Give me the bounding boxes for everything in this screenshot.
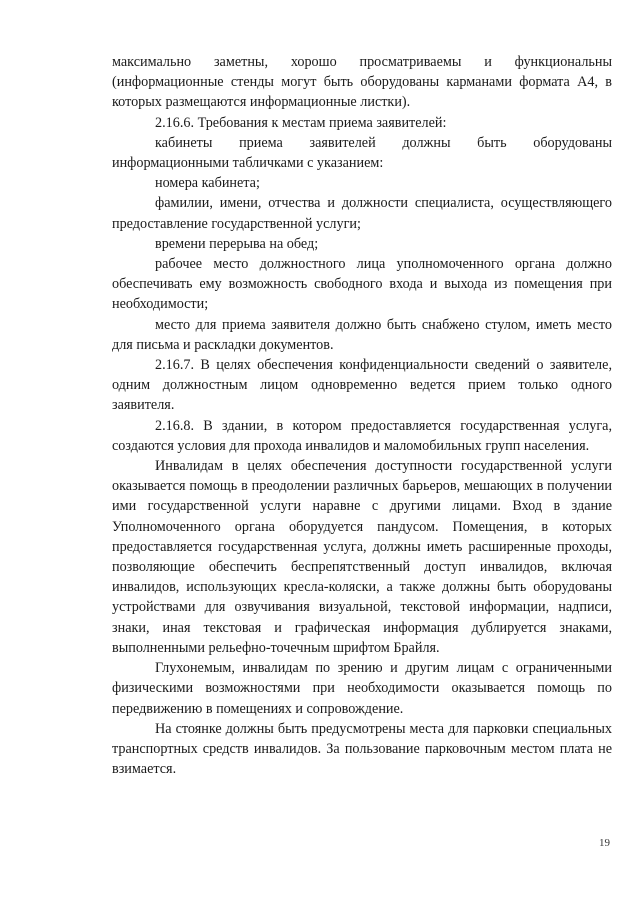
- paragraph-continuation: максимально заметны, хорошо просматриваемы и функциональны (информационные стенды могут быть оборудованы карманами формата А4, в которых размещаются информационные листки).: [112, 54, 612, 111]
- paragraph-disability-access: Инвалидам в целях обеспечения доступности государственной услуги оказывается помощь в преодолении различных барьеров, мешающих в получении ими государственной услуги наравне с другими лицами. Вход в здание Уполномоченного органа оборудуется пандусом. Помещения, в которых предоставляется государственная услуга, должны иметь расширенные проходы, позволяющие обеспечить беспрепятственный доступ инвалидов, включая инвалидов, использующих кресла-коляски, а также должны быть оборудованы устройствами для озвучивания визуальной, текстовой информации, надписи, знаки, иная текстовая и графическая информация дублируется знаками, выполненными рельефно-точечным шрифтом Брайля.: [112, 458, 612, 656]
- document-page-body: [112, 52, 612, 779]
- paragraph-section-2-16-7: 2.16.7. В целях обеспечения конфиденциальности сведений о заявителе, одним должностным лицом одновременно ведется прием только одного заявителя.: [112, 357, 612, 414]
- paragraph-lunch-break: времени перерыва на обед;: [155, 235, 319, 252]
- paragraph-specialist-name: фамилии, имени, отчества и должности специалиста, осуществляющего предоставление государственной услуги;: [112, 195, 612, 232]
- paragraph-assistance: Глухонемым, инвалидам по зрению и другим лицам с ограниченными физическими возможностями при необходимости оказывается помощь по передвижению в помещениях и сопровождение.: [112, 660, 612, 717]
- paragraph-cabinets-signage: кабинеты приема заявителей должны быть оборудованы информационными табличками с указанием:: [112, 134, 612, 172]
- paragraph-section-2-16-6-heading: 2.16.6. Требования к местам приема заявителей:: [155, 114, 447, 131]
- paragraph-parking: На стоянке должны быть предусмотрены места для парковки специальных транспортных средств инвалидов. За пользование парковочным местом плата не взимается.: [112, 720, 612, 778]
- page-number: 19: [599, 837, 610, 849]
- paragraph-workplace: рабочее место должностного лица уполномоченного органа должно обеспечивать ему возможность свободного входа и выхода из помещения при необходимости;: [112, 256, 612, 313]
- paragraph-section-2-16-8: 2.16.8. В здании, в котором предоставляется государственная услуга, создаются условия для прохода инвалидов и маломобильных групп населения.: [112, 417, 612, 454]
- paragraph-cabinet-number: номера кабинета;: [155, 175, 260, 192]
- paragraph-reception-place: место для приема заявителя должно быть снабжено стулом, иметь место для письма и раскладки документов.: [112, 316, 612, 353]
